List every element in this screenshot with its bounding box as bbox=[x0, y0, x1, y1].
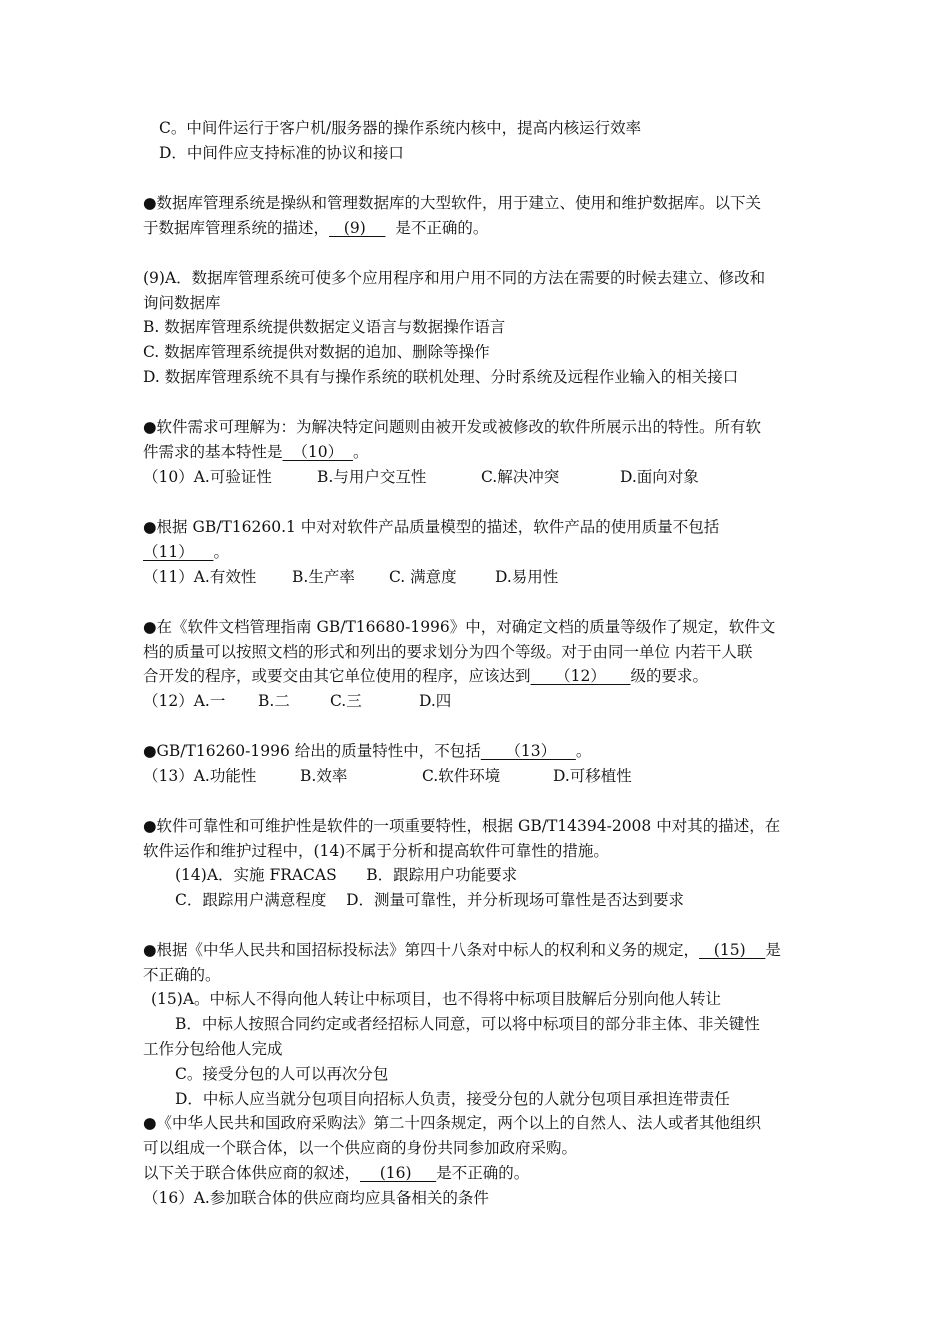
q13-stem-pre: ●GB/T16260-1996 给出的质量特性中，不包括 bbox=[143, 742, 481, 760]
q11-options bbox=[143, 565, 559, 589]
q12-stem-line3 bbox=[143, 664, 708, 688]
q10-option-a: （10）A.可验证性 bbox=[143, 468, 272, 486]
q10-stem-pre: 件需求的基本特性是 bbox=[143, 443, 283, 461]
q15-stem-line1 bbox=[143, 938, 781, 962]
q9-option-c: C. 数据库管理系统提供对数据的追加、删除等操作 bbox=[143, 343, 490, 361]
q11-stem-line2 bbox=[143, 540, 229, 564]
q9-option-d: D. 数据库管理系统不具有与操作系统的联机处理、分时系统及远程作业输入的相关接口 bbox=[143, 368, 739, 386]
q12-stem-line2: 档的质量可以按照文档的形式和列出的要求划分为四个等级。对于由同一单位 内若干人联 bbox=[143, 643, 753, 661]
q10-options bbox=[143, 465, 699, 489]
q12-option-d: D.四 bbox=[419, 692, 452, 710]
q16-option-a: （16）A.参加联合体的供应商均应具备相关的条件 bbox=[143, 1189, 489, 1207]
q10-stem-line2 bbox=[143, 440, 368, 464]
q10-stem-line1: ●软件需求可理解为：为解决特定问题则由被开发或被修改的软件所展示出的特性。所有软 bbox=[143, 418, 762, 436]
q15-stem-line2: 不正确的。 bbox=[143, 966, 221, 984]
q9-answer-blank: (9) bbox=[329, 219, 386, 237]
q10-answer-blank: （10） bbox=[282, 443, 353, 461]
q11-option-c: C. 满意度 bbox=[389, 568, 457, 586]
q8-option-d: D．中间件应支持标准的协议和接口 bbox=[159, 144, 404, 162]
q9-option-b: B. 数据库管理系统提供数据定义语言与数据操作语言 bbox=[143, 318, 506, 336]
q12-option-c: C.三 bbox=[330, 692, 362, 710]
q10-stem-post: 。 bbox=[352, 443, 369, 461]
q15-stem-post: 是 bbox=[765, 941, 781, 959]
q16-stem-pre: 以下关于联合体供应商的叙述， bbox=[143, 1164, 361, 1182]
q15-stem-pre: ●根据《中华人民共和国招标投标法》第四十八条对中标人的权利和义务的规定， bbox=[143, 941, 700, 959]
q15-option-c: C。接受分包的人可以再次分包 bbox=[175, 1065, 389, 1083]
q15-option-b-line2: 工作分包给他人完成 bbox=[143, 1040, 283, 1058]
q11-stem-post: 。 bbox=[213, 543, 229, 561]
q13-option-d: D.可移植性 bbox=[553, 767, 632, 785]
q12-stem-post: 级的要求。 bbox=[630, 667, 709, 685]
q15-option-d: D．中标人应当就分包项目向招标人负责，接受分包的人就分包项目承担连带责任 bbox=[175, 1090, 730, 1108]
q13-options bbox=[143, 764, 632, 788]
q12-options bbox=[143, 689, 452, 713]
q13-option-b: B.效率 bbox=[300, 767, 348, 785]
q13-answer-blank: （13） bbox=[480, 742, 576, 760]
q12-answer-blank: （12） bbox=[530, 667, 631, 685]
q14-options-ab: (14)A．实施 FRACAS B．跟踪用户功能要求 bbox=[175, 866, 518, 884]
q10-option-c: C.解决冲突 bbox=[481, 468, 560, 486]
q14-stem-line1: ●软件可靠性和可维护性是软件的一项重要特性，根据 GB/T14394-2008 中对其的描述，在 bbox=[143, 817, 781, 835]
q11-stem-line1: ●根据 GB/T16260.1 中对对软件产品质量模型的描述，软件产品的使用质量不包括 bbox=[143, 518, 720, 536]
q15-option-b-line1: B．中标人按照合同约定或者经招标人同意，可以将中标项目的部分非主体、非关键性 bbox=[175, 1015, 760, 1033]
q11-option-d: D.易用性 bbox=[495, 568, 559, 586]
q9-stem-line2 bbox=[143, 216, 488, 240]
q11-answer-blank: （11） bbox=[143, 543, 214, 561]
q15-option-a: (15)A。中标人不得向他人转让中标项目，也不得将中标项目肢解后分别向他人转让 bbox=[151, 990, 722, 1008]
q11-option-a: （11）A.有效性 bbox=[143, 568, 257, 586]
q13-option-a: （13）A.功能性 bbox=[143, 767, 257, 785]
q14-options-cd: C．跟踪用户满意程度 D．测量可靠性，并分析现场可靠性是否达到要求 bbox=[175, 891, 684, 909]
q16-answer-blank: (16) bbox=[360, 1164, 437, 1182]
q8-option-c: C。中间件运行于客户机/服务器的操作系统内核中，提高内核运行效率 bbox=[159, 119, 642, 137]
q16-stem-line2: 可以组成一个联合体，以一个供应商的身份共同参加政府采购。 bbox=[143, 1139, 578, 1157]
q11-option-b: B.生产率 bbox=[292, 568, 355, 586]
q9-option-a-line1: (9)A．数据库管理系统可使多个应用程序和用户用不同的方法在需要的时候去建立、修改和 bbox=[143, 269, 766, 287]
q12-option-b: B.二 bbox=[258, 692, 290, 710]
q15-answer-blank: (15) bbox=[699, 941, 766, 959]
q9-option-a-line2: 询问数据库 bbox=[143, 294, 221, 312]
q13-stem-post: 。 bbox=[575, 742, 592, 760]
q16-stem-line3 bbox=[143, 1161, 529, 1185]
q10-option-b: B.与用户交互性 bbox=[317, 468, 427, 486]
q13-option-c: C.软件环境 bbox=[422, 767, 501, 785]
q9-stem-pre: 于数据库管理系统的描述， bbox=[143, 219, 330, 237]
q9-stem-post: 是不正确的。 bbox=[395, 219, 489, 237]
q12-option-a: （12）A.一 bbox=[143, 692, 226, 710]
q10-option-d: D.面向对象 bbox=[620, 468, 699, 486]
q16-stem-post: 是不正确的。 bbox=[436, 1164, 530, 1182]
q16-stem-line1: ●《中华人民共和国政府采购法》第二十四条规定，两个以上的自然人、法人或者其他组织 bbox=[143, 1114, 762, 1132]
q12-stem-line1: ●在《软件文档管理指南 GB/T16680-1996》中，对确定文档的质量等级作了规定，软件文 bbox=[143, 618, 776, 636]
q14-stem-line2: 软件运作和维护过程中，(14)不属于分析和提高软件可靠性的措施。 bbox=[143, 842, 609, 860]
q13-stem bbox=[143, 739, 591, 763]
q9-stem-line1: ●数据库管理系统是操纵和管理数据库的大型软件，用于建立、使用和维护数据库。以下关 bbox=[143, 194, 762, 212]
q12-stem-pre: 合开发的程序，或要交由其它单位使用的程序，应该达到 bbox=[143, 667, 531, 685]
